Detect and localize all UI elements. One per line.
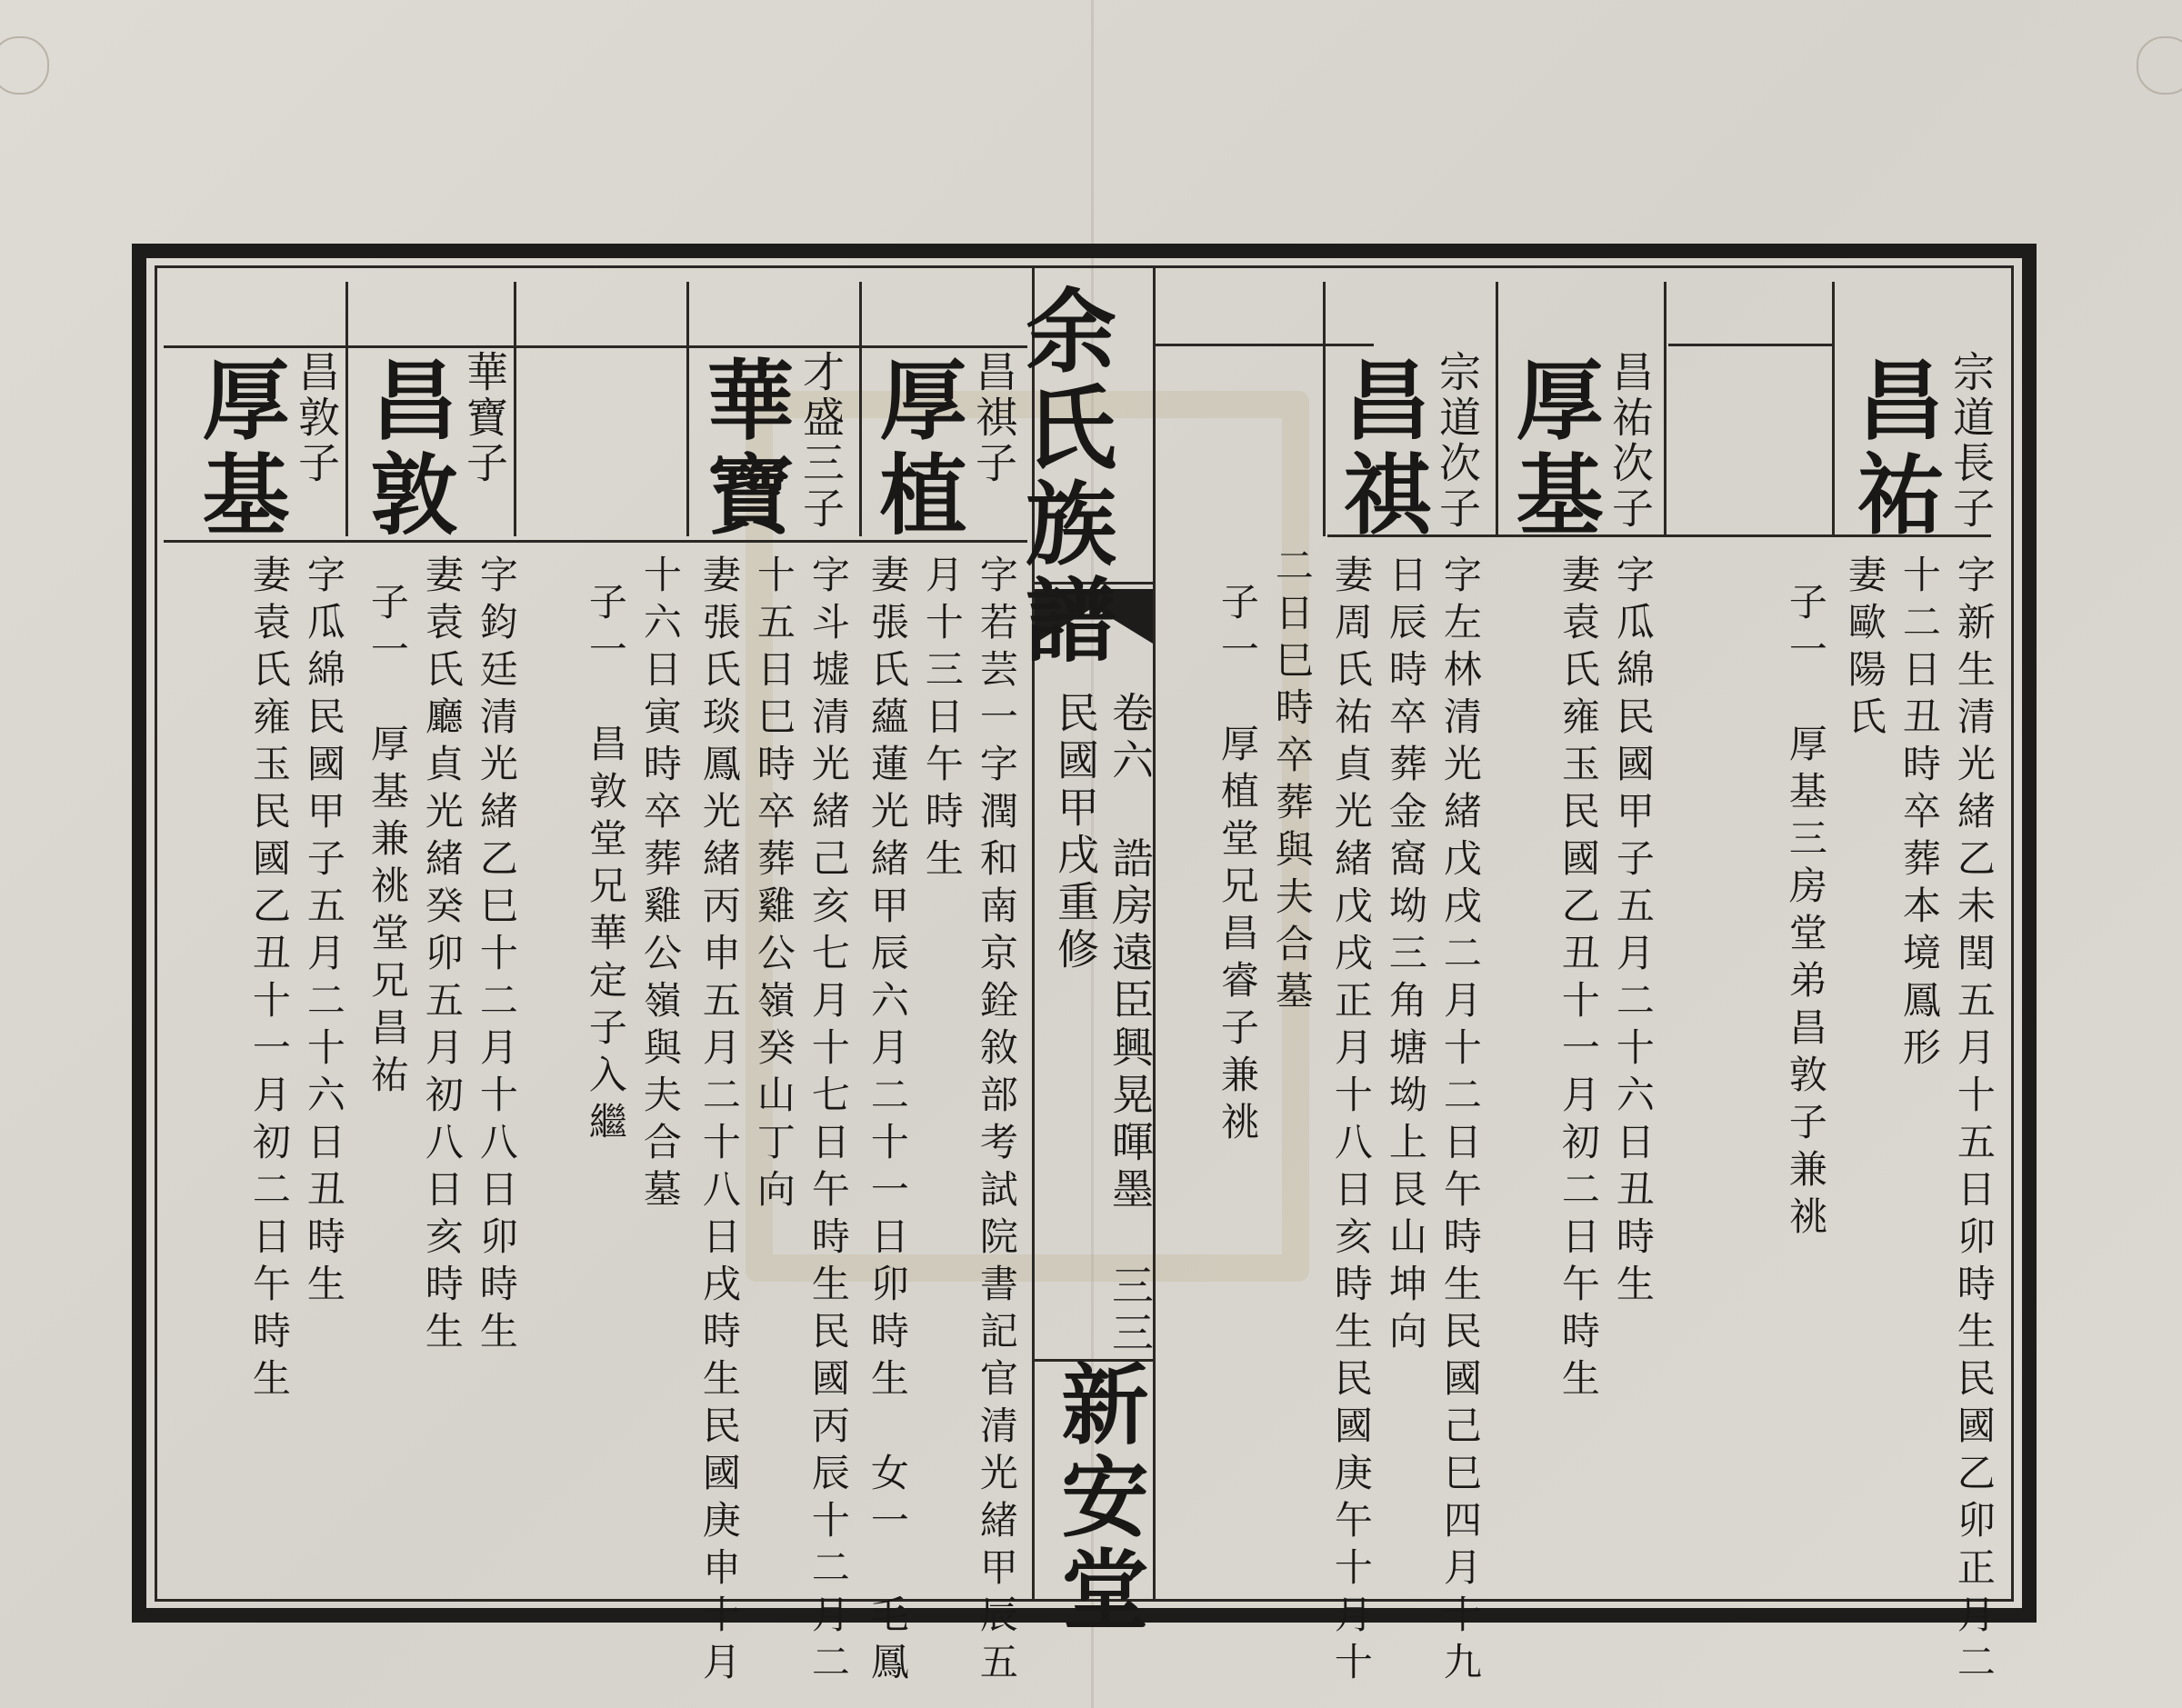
entry-bio-line: 日辰時卒葬金窩坳三角塘坳上艮山坤向 — [1383, 554, 1428, 1358]
entry-bio-line: 月十三日午時生 — [919, 554, 965, 885]
header-rule — [1156, 344, 1374, 346]
entry-bio-line: 子一 厚基兼祧堂兄昌祐 — [365, 582, 410, 1102]
entry-name: 厚基 — [188, 355, 291, 544]
entry-bio-line: 字若芸一字潤和南京銓敘部考試院書記官清光緒甲辰五 — [974, 554, 1019, 1689]
entry-bio-line: 妻袁氏雍玉民國乙丑十一月初二日午時生 — [246, 554, 292, 1405]
volume-label: 卷六 — [1106, 691, 1155, 785]
entry-bio-line: 字瓜綿民國甲子五月二十六日丑時生 — [1610, 554, 1656, 1311]
entry-relation: 宗道次子 — [1433, 350, 1482, 532]
entry-name: 昌祐 — [1843, 355, 1946, 544]
column-separator — [1664, 282, 1667, 536]
column-separator — [1496, 282, 1498, 536]
entry-relation: 華寶子 — [460, 350, 509, 486]
entry-bio-line: 子一 厚植堂兄昌睿子兼祧 — [1215, 582, 1260, 1149]
entry-name: 昌敦 — [356, 355, 459, 544]
entry-relation: 昌祐次子 — [1606, 350, 1655, 532]
hall-name: 新安堂 — [1047, 1359, 1150, 1637]
entry-bio-line: 妻袁氏廳貞光緒癸卯五月初八日亥時生 — [419, 554, 465, 1358]
entry-bio-line: 字鈞廷清光緒乙巳十二月十八日卯時生 — [474, 554, 519, 1358]
entry-bio-line: 十二日丑時卒葬本境鳳形 — [1897, 554, 1942, 1074]
column-separator — [514, 282, 516, 536]
entry-relation: 昌祺子 — [969, 350, 1018, 486]
entry-name: 厚植 — [866, 355, 968, 544]
entry-relation: 宗道長子 — [1947, 350, 1996, 532]
page-corner-mark — [0, 36, 49, 95]
header-rule — [164, 345, 1027, 348]
entry-bio-line: 妻周氏祐貞光緒戊戌正月十八日亥時生民國庚午十月十 — [1328, 554, 1374, 1689]
entry-bio-line: 二日巳時卒葬與夫合墓 — [1269, 545, 1315, 1018]
entry-relation: 昌敦子 — [292, 350, 341, 486]
column-separator — [1832, 282, 1835, 536]
entry-bio-line: 妻歐陽氏 — [1842, 554, 1887, 744]
entry-bio-line: 子一 昌敦堂兄華定子入繼 — [583, 582, 628, 1149]
column-separator — [859, 282, 862, 536]
entry-bio-line: 字新生清光緒乙未閏五月十五日卯時生民國乙卯正月二 — [1951, 554, 1997, 1689]
branch-label: 誥房遠臣興晃暉墨 — [1106, 836, 1155, 1214]
entry-bio-line: 妻張氏琰鳳光緒丙申五月二十八日戌時生民國庚申十月 — [696, 554, 742, 1689]
entry-bio-line: 字左林清光緒戊戌二月十二日午時生民國己巳四月十九 — [1437, 554, 1483, 1689]
column-separator — [686, 282, 689, 536]
entry-name: 昌祺 — [1329, 355, 1432, 544]
column-separator — [345, 282, 348, 536]
header-rule — [1668, 344, 1832, 346]
entry-bio-line: 十五日巳時卒葬雞公嶺癸山丁向 — [751, 554, 796, 1216]
entry-bio-line: 子一 厚基三房堂弟昌敦子兼祧 — [1783, 582, 1828, 1244]
book-title: 余氏族譜 — [1010, 284, 1117, 669]
entry-bio-line: 字斗墟清光緒己亥七月十七日午時生民國丙辰十二月二 — [806, 554, 851, 1689]
entry-bio-line: 妻袁氏雍玉民國乙丑十一月初二日午時生 — [1556, 554, 1601, 1405]
page-number: 三三 — [1106, 1264, 1155, 1358]
column-separator — [1323, 282, 1326, 536]
entry-name: 華寶 — [693, 355, 796, 544]
entry-name: 厚基 — [1502, 355, 1605, 544]
entry-bio-line: 妻張氏蘊蓮光緒甲辰六月二十一日卯時生 女一 毛鳳 — [865, 554, 910, 1689]
page-corner-mark — [2137, 36, 2182, 95]
entry-bio-line: 十六日寅時卒葬雞公嶺與夫合墓 — [637, 554, 683, 1216]
entry-bio-line: 字瓜綿民國甲子五月二十六日丑時生 — [301, 554, 346, 1311]
entry-relation: 才盛三子 — [796, 350, 846, 532]
edition-label: 民國甲戌重修 — [1051, 691, 1100, 974]
